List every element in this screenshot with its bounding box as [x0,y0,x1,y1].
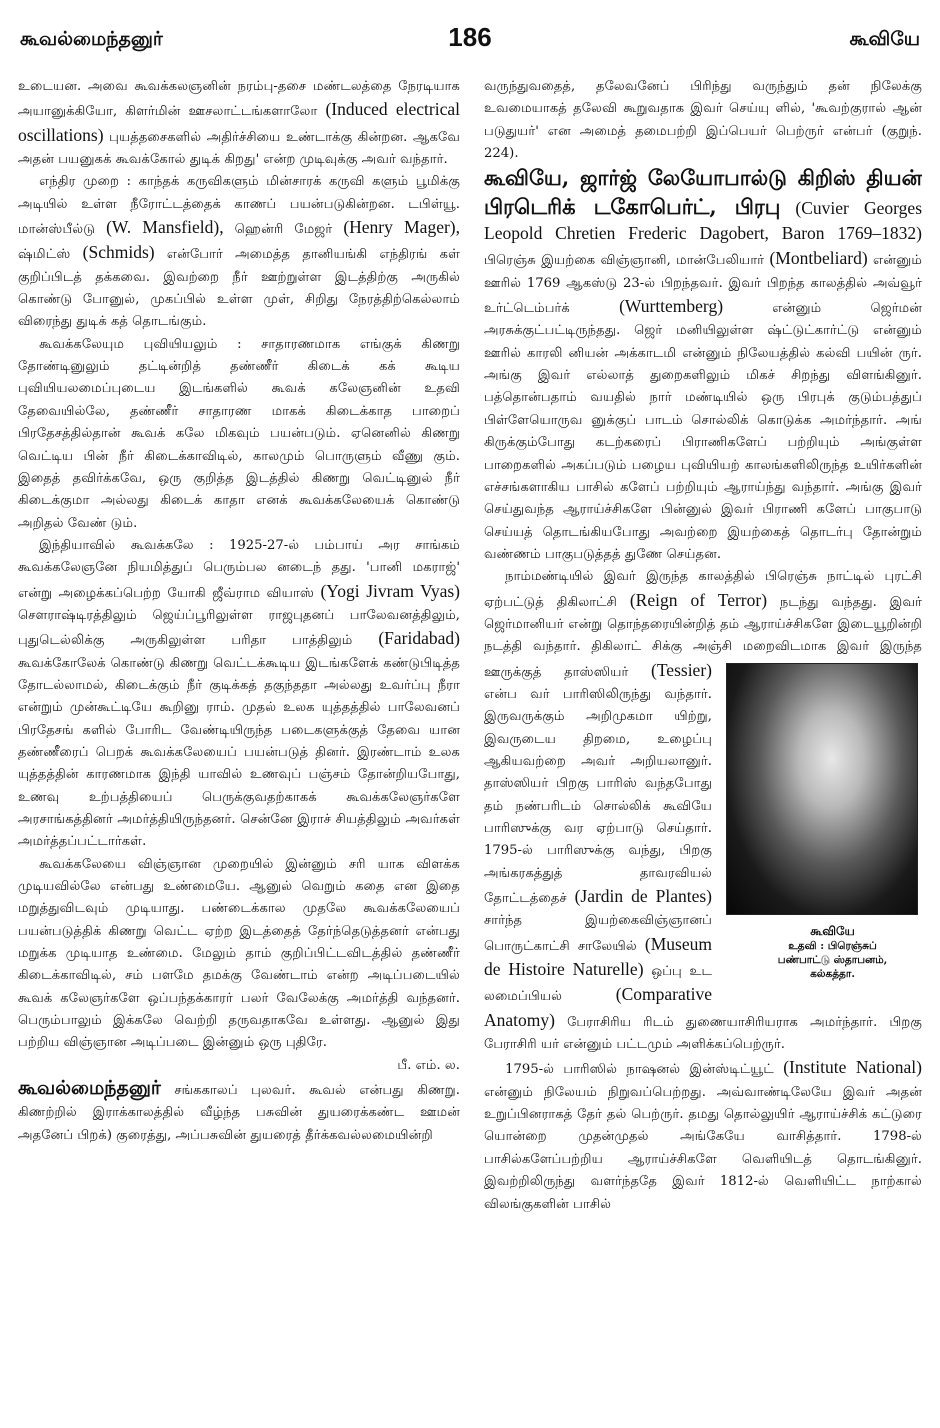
figure-credit: உதவி : பிரெஞ்சுப் [788,939,877,952]
paragraph: கூவக்கலேயை விஞ்ஞான முறையில் இன்னும் சரி யாக விளக்க முடியவில்லே என்பது உண்மையே. ஆனுல் வெறும் கதை என இதை மறுத்துவிடவும் முடியாது. பண்டைக்கால முதலே கூவக்கலேயைப் பயன்படுத்திக் கிணறு வெட்ட ஏற்ற இடத்தைத் தேர்ந்தெடுத்தனர் என்பது மறுக்க முடியாத உண்மை. மேலும் தாம் குறிப்பிட்டவிடத்தில் தண்ணீர் கிடைக்காவிடில், சம் பளமே தமக்கு வேண்டாம் என்ற அடிப்படையில் கூவக் கலேஞர்களே ஒப்பந்தக்காரர் பலர் வேலேக்கு அமர்த்தி வந்தனர். பெரும்பாலும் இக்கலே வெற்றி தருவதாகவே உள்ளது. ஆனுல் இது பற்றிய விஞ்ஞான அடிப்படை இன்னும் ஒரு புதிரே. பீ. எம். ல. [18,854,460,1077]
entry-headword: கூவல்மைந்தனுர் [18,1077,161,1100]
right-column [484,76,922,1411]
portrait-figure [722,663,922,981]
paragraph: உடையன. அவை கூவக்கலஞனின் நரம்பு-தசை மண்டலத்தை நேரடியாக அயானுக்கியோ, கிளர்மின் ஊசலாட்டங்களாலோ (Induced electrical oscillations) புயத்தசைகளில் அதிர்ச்சியை உண்டாக்கு கின்றன. ஆகவே அதன் பயனுகக் கூவக்கோல் துடிக் கிறது' என்ற முடிவுக்கு அவர் வந்தார். [18,79,460,168]
paragraph: நாம்மண்டியில் இவர் இருந்த காலத்தில் பிரெஞ்சு நாட்டில் புரட்சி ஏற்பட்டுத் திகிலாட்சி (Reign of Terror) நடந்து வந்தது. இவர் ஜெர்மானியர் என்று தொந்தரையின்றித் தம் ஆராய்ச்சிகளே இடையூறின்றி நடத்தி வந்தார். திகிலாட் சிக்கு அஞ்சி மறைவிடமாக இவர் இருந்த ஊருக்குத் தாஸ்ஸியர் கூவியே உதவி : பிரெஞ்சுப் பண்பாட்டு ஸ்தாபனம், கல்கத்தா. (Tessier) என்ப வர் பாரிஸிலிருந்து வந்தார். இருவருக்கும் அறிமுகமா யிற்று, இவருடைய திறமை, உழைப்பு ஆகியவற்றை அவர் அறியலானுர். தாஸ்ஸியர் பிறகு பாரிஸ் வந்தபோது தம் நண்பரிடம் சொல்லிக் கூவியே பாரிஸுக்கு வர ஏற்பாடு செய்தார். 1795-ல் பாரிஸுக்கு வந்து, பிறகு அங்கரகத்துத் தாவரவியல் தோட்டத்தைச் (Jardin de Plantes) சார்ந்த இயற்கைவிஞ்ஞானப் பொருட்காட்சி சாலேயில் (Museum de Histoire Naturelle) ஒப்பு உட லமைப்பியல் (Comparative Anatomy) பேராசிரிய ரிடம் துணையாசிரியராக அமர்ந்தார். பிறகு பேராசிரி யர் என்னும் பட்டமும் அளிக்கப்பெற்ருர். [484,569,922,1053]
paragraph: இந்தியாவில் கூவக்கலே : 1925-27-ல் பம்பாய் அர சாங்கம் கூவக்கலேஞனே நியமித்துப் பெரும்பல னடைந் தது. 'பானி மகராஜ்' என்று அழைக்கப்பெற்ற யோகி ஜீவ்ராம வியாஸ் (Yogi Jivram Vyas) சௌராஷ்டிரத்திலும் ஜெய்ப்பூரிலுள்ள ராஜபுதனப் பாலேவனத்திலும், புதுடெல்லிக்கு அருகிலுள்ள பரிதா பாத்திலும் (Faridabad) கூவக்கோலேக் கொண்டு கிணறு வெட்டக்கூடிய இடங்களேக் கண்டுபிடித்த தோடல்லாமல், கிடைக்கும் நீர் குடிக்கத் தகுந்ததா அல்லது உவர்ப்பு நீரா என்றும் முன்கூட்டியே கூறினு ராம். முதல் உலக யுத்தத்தில் பாலேவனப் பிரதேசங் களில் போரிட வேண்டியிருந்த படைகளுக்குத் தேவை யான தண்ணீரைப் பெறக் கூவக்கலேயைப் பயன்படுத் தினர். இரண்டாம் உலக யுத்தத்தின் காரணமாக இந்தி யாவில் உணவுப் பஞ்சம் தோன்றியபோது, உணவு உற்பத்தியைப் பெருக்குவதற்காகக் கூவக்கலேஞர்களே அரசாங்கத்தினர் அமர்த்தியிருந்தனர். சென்னே இராச் சியத்திலும் அவர்கள் அமர்த்தப்பட்டார்கள். [18,537,460,850]
figure-caption: கூவியே [810,923,855,938]
running-head-left: கூவல்மைந்தனுர் [20,28,163,50]
page-number: 186 [448,22,492,52]
portrait-photo [726,663,918,915]
page-header [18,22,922,62]
figure-credit: கல்கத்தா. [810,967,856,980]
left-column [18,76,460,1411]
figure-credit: பண்பாட்டு ஸ்தாபனம், [777,953,888,966]
entry-kuvalmaindhanar: கூவல்மைந்தனுர் சங்ககாலப் புலவர். கூவல் என்பது கிணறு. கிணற்றில் இராக்காலத்தில் வீழ்ந்த பசுவின் துயரைக்கண்ட ஊமன் அதனேப் பிறக்) குரைத்து, அப்பசுவின் துயரைத் தீர்க்கவல்லமையின்றி [18,1077,460,1143]
paragraph: கூவக்கலேயும புவியியலும் : சாதாரணமாக எங்குக் கிணறு தோண்டினுலும் தட்டின்றித் தண்ணீர் கிடைக் கக் கூடிய புவியியலமைப்புடைய இடங்களில் கூவக் கலேஞனின் உதவி தேவையில்லே, தண்ணீர் சாதாரண மாகக் கிடைக்காத பாறைப் பிரதேசத்தில்தான் கூவக் கலே மிகவும் பயன்படும். ஏனெனில் கிணறு வெட்டிய பின் நீர் கிடைக்காவிடில், காலமும் பொருளும் வீணு கும். இதைத் தவிர்க்கவே, ஒரு குறித்த இடத்தில் கிணறு வெட்டினுல் நீர் கிடைக்குமா அல்லது கிடைக் காதா எனக் கூவக்கலேயைக் கொண்டு அறிதல் வேண் டும். [18,336,460,531]
running-head-right: கூவியே [849,28,920,50]
entry-headword: கூவியே, ஜார்ஜ் லேயோபால்டு கிறிஸ் தியன் பிரடெரிக் டகோபெர்ட், பிரபு [484,165,922,219]
paragraph: எந்திர முறை : காந்தக் கருவிகளும் மின்சாரக் கருவி களும் பூமிக்கு அடியில் உள்ள நீரோட்டத்தைக் காணப் பயன்படுகின்றன. டபிள்யூ. மான்ஸ்பீல்டு (W. Mansfield), ஹென்ரி மேஜர் (Henry Mager), ஷ்மிட்ஸ் (Schmids) என்போர் அமைத்த தானியங்கி எந்திரங் கள் குறிப்பிடத் தக்கவை. இவற்றை நீர் ஊற்றுள்ள இடத்திற்கு அருகில் கொண்டு போனுல், முகப்பில் உள்ள முள், சிறிது நேரத்திற்கெல்லாம் விரைந்து துடிக் கத் தொடங்கும். [18,174,460,330]
paragraph: வருந்துவதைத், தலேவனேப் பிரிந்து வருந்தும் தன் நிலேக்கு உவமையாகத் தலேவி கூறுவதாக இவர் செய்யு ளில், 'கூவற்குரால் ஆன் படுதுயர்' என அமைத் தமைபற்றி இப்பெயர் பெற்ருர் என்பர் (குறுந். 224). [484,79,922,162]
paragraph: 1795-ல் பாரிஸில் நாஷனல் இன்ஸ்டிட்யூட் (Institute National) என்னும் நிலேயம் நிறுவப்பெற்றது. அவ்வாண்டிலேயே இவர் அதன் உறுப்பினராகத் தேர் தல் பெற்ருர். தமது தொல்லுயிர் ஆராய்ச்சிக் கட்டுரை யொன்றை முதன்முதல் அங்கேயே வாசித்தார். 1798-ல் பாசில்களேப்பற்றிய ஆராய்ச்சிகளே வெளியிடத் தொடங்கினுர். இவற்றிலிருந்து வளர்ந்ததே இவர் 1812-ல் வெளியிட்ட நாற்கால் விலங்குகளின் பாசில் [484,1057,922,1212]
author-initials: பீ. எம். ல. [397,1057,460,1073]
entry-cuvier: கூவியே, ஜார்ஜ் லேயோபால்டு கிறிஸ் தியன் பிரடெரிக் டகோபெர்ட், பிரபு (Cuvier Georges Leopold Chretien Frederic Dagobert, Baron 1769–1832) பிரெஞ்சு இயற்கை விஞ்ஞானி, மான்பேலியார் (Montbeliard) என்னும் ஊரில் 1769 ஆகஸ்டு 23-ல் பிறந்தவர். இவர் பிறந்த காலத்தில் அவ்வூர் உர்ட்டெம்பர்க் (Wurttemberg) என்னும் ஜெர்மன் அரசுக்குட்பட்டிருந்தது. ஜெர் மனியிலுள்ள ஷ்ட்டுட்கார்ட்டு என்னும் ஊரில் காரலி னியன் அக்காடமி என்னும் நிலேயத்தில் கல்வி பயின் ருர். அங்கு இவர் எல்லாத் துறைகளிலும் மிகச் சிறந்து விளங்கினுர். பத்தொன்பதாம் வயதில் நார் மண்டியில் ஒரு பிரபுக் குடும்பத்துப் பிள்ளேயொருவ னுக்குப் பாடம் சொல்லிக் கொடுக்க அமர்ந்தார். அங் கிருக்கும்போது கடற்கரைப் பிராணிகளேப் பற்றியும் அங்குள்ள பாறைகளில் அகப்படும் பழைய புவியியற் காலங்களிலிருந்த உயிர்களின் எச்சங்களாகிய பாசில் களேப் பற்றியும் ஆராய்ந்து வந்தார். அங்கு இவர் செய்துவந்த ஆராய்ச்சிகளே பின்னுல் இவர் பிராணி களேப் பாகுபாடு செய்யத் தொடங்கியபோது அவற்றை இயற்கைத் தொடர்பு தோன்றும் வண்ணம் பாகுபடுத்தத் துணே செய்தன. [484,165,922,562]
